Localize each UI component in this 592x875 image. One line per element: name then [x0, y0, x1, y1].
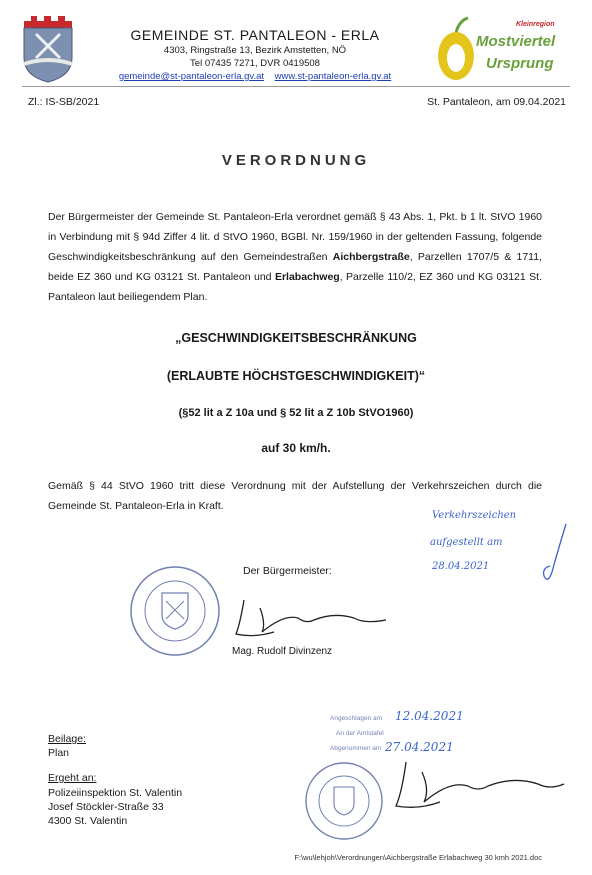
- enclosure-value: Plan: [48, 747, 70, 759]
- mayor-signature: [214, 594, 394, 644]
- municipality-address: 4303, Ringstraße 13, Bezirk Amstetten, NÖ: [163, 45, 347, 56]
- effective-paragraph: Gemäß § 44 StVO 1960 tritt diese Verordnung mit der Aufstellung der Verkehrszeichen durch die Gemeinde St. Pantaleon-Erla in Kraft.: [48, 480, 542, 512]
- reference-number: Zl.: IS-SB/2021: [28, 96, 100, 108]
- para1-part-c: , Parzelle 110/2, EZ 360 und KG 03121 St. Pantaleon laut beiliegendem Plan.: [48, 271, 542, 303]
- handwritten-note-line3: 28.04.2021: [432, 561, 490, 572]
- heading-speed-value: auf 30 km/h.: [261, 441, 331, 455]
- posting-stamp-line1: Angeschlagen am: [330, 715, 383, 722]
- municipal-crest: [22, 14, 74, 84]
- logo-word1: Mostviertel: [476, 33, 556, 50]
- recipient-label: Ergeht an:: [48, 772, 97, 784]
- municipality-name: GEMEINDE ST. PANTALEON - ERLA: [130, 27, 380, 43]
- initials-signature: [474, 520, 574, 590]
- municipal-seal-stamp: [126, 563, 224, 659]
- heading-speed-limit: „GESCHWINDIGKEITSBESCHRÄNKUNG: [175, 331, 417, 345]
- email-link[interactable]: gemeinde@st-pantaleon-erla.gv.at: [118, 71, 265, 82]
- street-erlabachweg: Erlabachweg: [274, 271, 340, 283]
- posting-stamp-line3: Abgenommen am: [330, 745, 382, 752]
- mayor-label: Der Bürgermeister:: [243, 565, 332, 577]
- header-divider: [22, 86, 570, 87]
- website-link[interactable]: www.st-pantaleon-erla.gv.at: [274, 71, 392, 82]
- mostviertel-logo: [430, 12, 560, 84]
- municipal-seal-stamp-2: [303, 760, 385, 842]
- heading-max-speed: (ERLAUBTE HÖCHSTGESCHWINDIGKEIT)“: [166, 369, 426, 383]
- handwritten-note-line1: Verkehrszeichen: [432, 510, 517, 521]
- municipality-phone: Tel 07435 7271, DVR 0419508: [190, 58, 320, 69]
- posting-date: 12.04.2021: [395, 709, 464, 723]
- recipient-line3: 4300 St. Valentin: [48, 815, 128, 827]
- para1-part-b: , Parzellen 1707/5 & 1711, beide EZ 360 und KG 03121 St. Pantaleon und: [48, 251, 542, 283]
- document-title: VERORDNUNG: [221, 152, 371, 169]
- file-path: F:\wu\lehjoh\Verordnungen\Aichbergstraße Erlabachweg 30 kmh 2021.doc: [294, 853, 542, 862]
- logo-word2: Ursprung: [486, 55, 554, 72]
- posting-stamp-line2: An der Amtstafel: [336, 730, 384, 737]
- removal-date: 27.04.2021: [385, 740, 454, 754]
- heading-legal-basis: (§52 lit a Z 10a und § 52 lit a Z 10b StVO1960): [178, 407, 414, 419]
- handwritten-note-line2: aufgestellt am: [430, 537, 503, 548]
- mayor-name: Mag. Rudolf Divinzenz: [232, 646, 333, 657]
- recipient-line1: Polizeiinspektion St. Valentin: [48, 787, 183, 799]
- logo-region-text: Kleinregion: [516, 21, 555, 28]
- ordinance-paragraph: [48, 207, 542, 307]
- recipient-line2: Josef Stöckler-Straße 33: [48, 801, 164, 813]
- mayor-signature-2: [378, 756, 568, 818]
- enclosure-label: Beilage:: [48, 733, 86, 745]
- contact-links: [90, 71, 420, 82]
- para1-part-a: Der Bürgermeister der Gemeinde St. Pantaleon-Erla verordnet gemäß § 43 Abs. 1, Pkt. b 1 lt. StVO 1960 in Verbindung mit § 94d Ziffer 4 lit. d StVO 1960, BGBl. Nr. 159/1960 in der geltenden Fassung, folgende Geschwindigkeitsbeschränkung auf den Gemeindestraßen: [48, 211, 542, 263]
- street-aichbergstrasse: Aichbergstraße: [332, 251, 410, 263]
- place-and-date: St. Pantaleon, am 09.04.2021: [427, 96, 566, 108]
